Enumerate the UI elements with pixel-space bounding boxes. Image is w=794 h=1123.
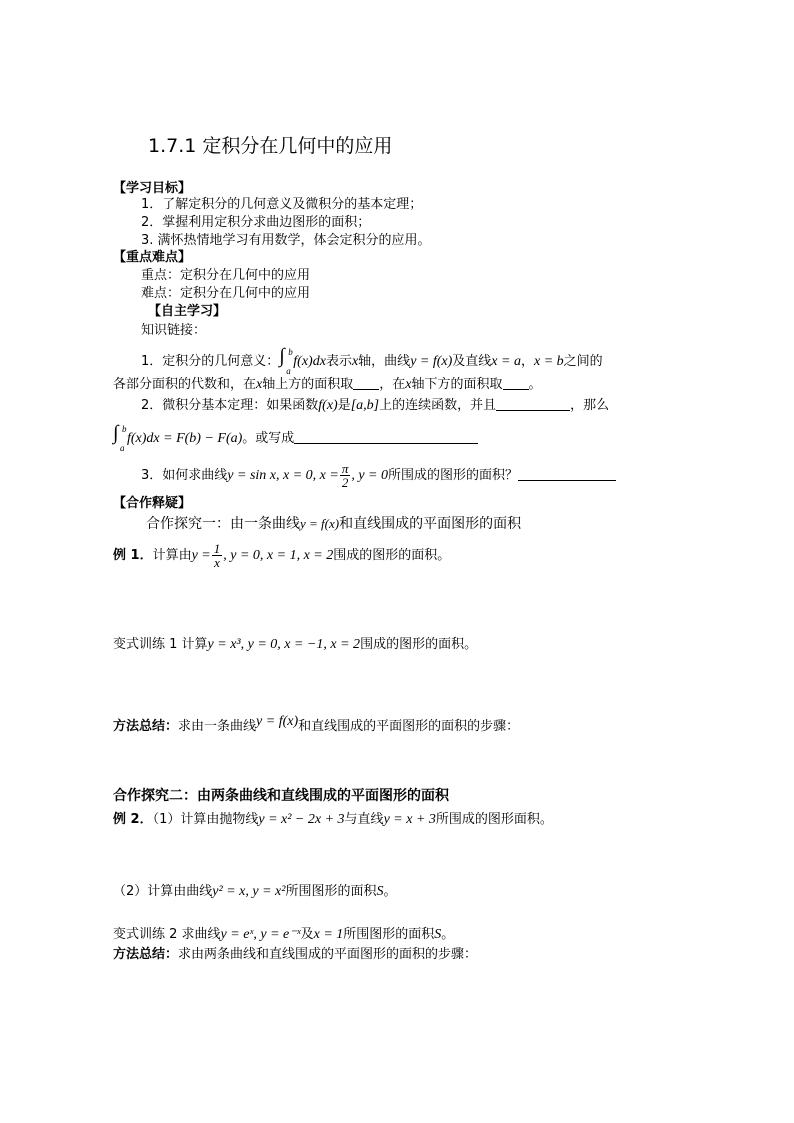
goal-item-1: 1．了解定积分的几何意义及微积分的基本定理； [141,197,423,212]
explore-1: 合作探究一：由一条曲线y = f(x)和直线围成的平面图形的面积 [146,516,522,532]
example-1: 例 1．计算由y = $\frac{1}{x}$ , y = 0, x = 1, x = 2围成的图形的面积。 [113,541,451,570]
key-point: 重点：定积分在几何中的应用 [141,268,311,283]
fraction-1-over-x: $\frac{1}{x}$ [213,541,221,570]
self-study-heading: 【自主学习】 [148,304,227,319]
answer-blank-alternate-form[interactable] [294,430,478,444]
question-1-line-1: 1．定积分的几何意义： ∫ b a f(x)dx表示x轴，曲线y = f(x)及直线x = a，x = b之间的 [141,345,603,376]
goal-item-3: 3. 满怀热情地学习有用数学，体会定积分的应用。 [141,233,431,248]
page-title: 1.7.1 定积分在几何中的应用 [148,135,393,157]
knowledge-link: 知识链接： [141,323,207,338]
variant-2: 变式训练 2 求曲线y = eˣ, y = e⁻ˣ及x = 1所围图形的面积S。 [113,927,455,942]
answer-blank-condition[interactable] [496,397,570,411]
answer-blank-above[interactable] [353,376,379,390]
example-2-part-1: 例 2．（1）计算由抛物线y = x² − 2x + 3与直线y = x + 3所围成的图形面积。 [113,812,553,827]
example-2-part-2: （2）计算由曲线y² = x, y = x²所围图形的面积S。 [113,884,397,899]
answer-blank-below[interactable] [503,376,529,390]
goals-heading: 【学习目标】 [113,181,192,196]
integral-sign: ∫ b a [113,422,127,453]
integral-sign: ∫ b a [279,345,293,376]
question-2-line-1: 2．微积分基本定理：如果函数f(x)是[a,b]上的连续函数，并且 ，那么 [141,398,610,413]
question-2-line-2: ∫ b a f(x)dx = F(b) − F(a)。或写成 [113,427,478,448]
answer-blank-q3[interactable] [518,467,616,481]
goal-item-2: 2．掌握利用定积分求曲边图形的面积； [141,215,371,230]
coop-heading: 【合作释疑】 [113,496,192,511]
key-heading: 【重点难点】 [113,250,192,265]
explore-2: 合作探究二：由两条曲线和直线围成的平面图形的面积 [113,788,449,804]
variant-1: 变式训练 1 计算y = x³, y = 0, x = −1, x = 2围成的图形的面积。 [113,637,478,652]
difficult-point: 难点：定积分在几何中的应用 [141,286,311,301]
fraction-pi-over-2: $\frac{\pi}{2}$ [341,461,349,490]
question-3: 3．如何求曲线y = sin x, x = 0, x = $\frac{\pi}{2}$ , y = 0所围成的图形的面积？ [141,462,616,488]
question-1-line-2: 各部分面积的代数和，在x轴上方的面积取 ，在x轴下方的面积取 。 [113,377,542,392]
method-summary-2: 方法总结：求由两条曲线和直线围成的平面图形的面积的步骤： [113,947,478,962]
method-summary-1: 方法总结：求由一条曲线y = f(x)和直线围成的平面图形的面积的步骤： [113,714,520,734]
